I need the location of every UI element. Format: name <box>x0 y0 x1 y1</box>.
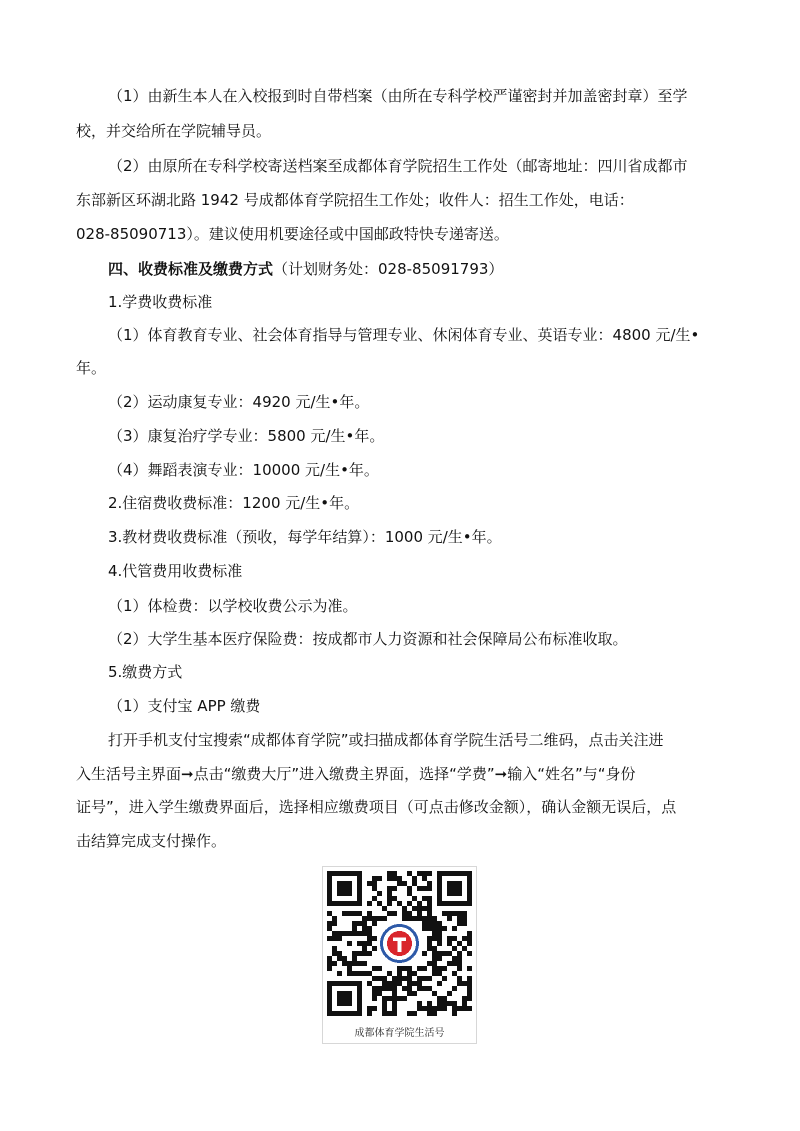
section4-heading: 四、收费标准及缴费方式 <box>108 260 274 278</box>
housing-fee: 2.住宿费收费标准：1200 元/生•年。 <box>108 494 360 512</box>
qr-code-icon[interactable] <box>327 871 472 1016</box>
section4-heading-line <box>108 259 503 279</box>
tuition-title: 1.学费收费标准 <box>108 293 213 311</box>
tuition-item1-line1: （1）体育教育专业、社会体育指导与管理专业、休闲体育专业、英语专业：4800 元/生• <box>108 326 700 344</box>
tuition-item3: （3）康复治疗学专业：5800 元/生•年。 <box>108 427 385 445</box>
qr-card <box>322 866 477 1044</box>
qr-caption: 成都体育学院生活号 <box>354 1028 445 1039</box>
payment-instruction-line4: 击结算完成支付操作。 <box>76 832 227 850</box>
tuition-item4: （4）舞蹈表演专业：10000 元/生•年。 <box>108 461 379 479</box>
section4-heading-note: （计划财务处：028-85091793） <box>273 260 504 278</box>
agency-title: 4.代管费用收费标准 <box>108 562 243 580</box>
payment-instruction-line1: 打开手机支付宝搜索“成都体育学院”或扫描成都体育学院生活号二维码，点击关注进 <box>108 731 664 749</box>
payment-instruction-line2: 入生活号主界面➞点击“缴费大厅”进入缴费主界面，选择“学费”➞输入“姓名”与“身份 <box>76 765 636 783</box>
archive-item2-line3: 028-85090713）。建议使用机要途径或中国邮政特快专递寄送。 <box>76 225 509 243</box>
archive-item1-line2: 校，并交给所在学院辅导员。 <box>76 122 272 140</box>
agency-item1: （1）体检费：以学校收费公示为准。 <box>108 597 358 615</box>
tuition-item1-line2: 年。 <box>76 359 107 377</box>
alipay-title: （1）支付宝 APP 缴费 <box>108 697 261 715</box>
archive-item2-line2: 东部新区环湖北路 1942 号成都体育学院招生工作处；收件人：招生工作处，电话： <box>76 191 634 209</box>
payment-instruction-line3: 证号”，进入学生缴费界面后，选择相应缴费项目（可点击修改金额），确认金额无误后，点 <box>76 798 677 816</box>
archive-item1-line1: （1）由新生本人在入校报到时自带档案（由所在专科学校严谨密封并加盖密封章）至学 <box>108 87 688 105</box>
archive-item2-line1: （2）由原所在专科学校寄送档案至成都体育学院招生工作处（邮寄地址：四川省成都市 <box>108 157 688 175</box>
payment-title: 5.缴费方式 <box>108 663 183 681</box>
agency-item2: （2）大学生基本医疗保险费：按成都市人力资源和社会保障局公布标准收取。 <box>108 630 628 648</box>
tuition-item2: （2）运动康复专业：4920 元/生•年。 <box>108 393 370 411</box>
textbook-fee: 3.教材费收费标准（预收，每学年结算）：1000 元/生•年。 <box>108 528 502 546</box>
school-logo-icon <box>380 924 420 964</box>
